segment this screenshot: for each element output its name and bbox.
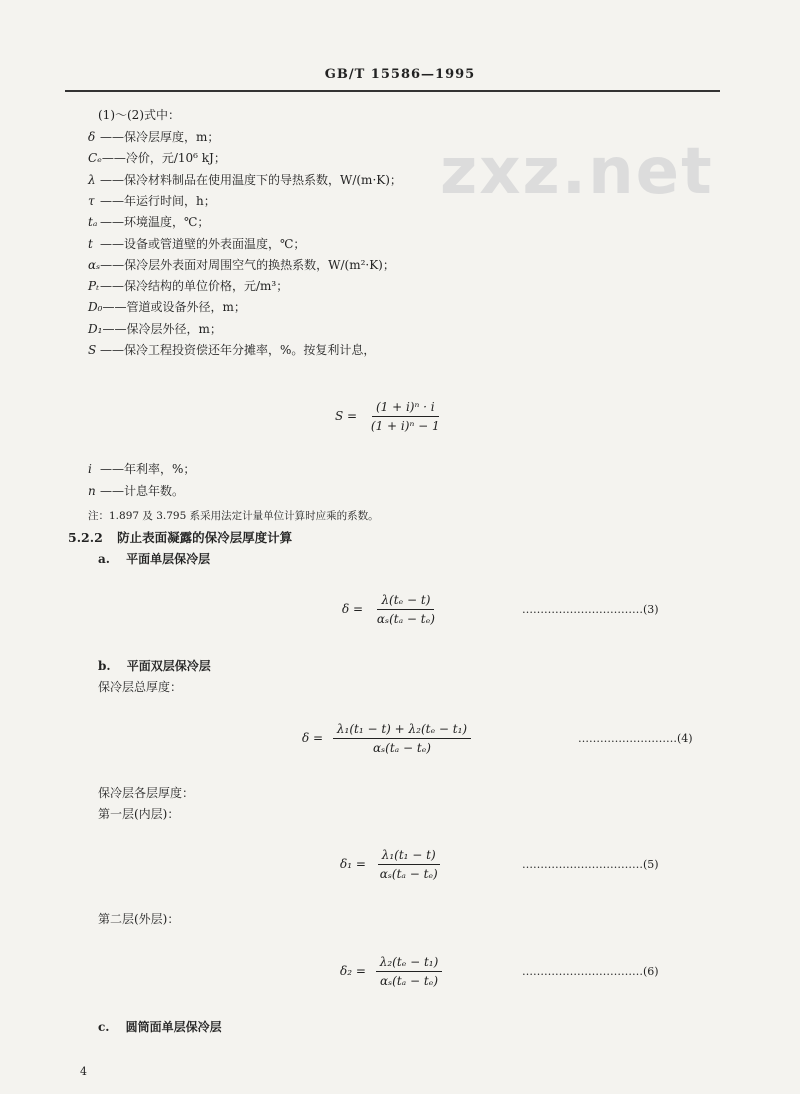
definition-row [88, 320, 222, 337]
definition-text: ——保冷层外径，m； [102, 321, 222, 336]
definition-row [88, 341, 375, 358]
definition-text: ——计息年数。 [100, 484, 185, 498]
formula-numerator: λ₁(t₁ − t) + λ₂(tₑ − t₁) [333, 722, 471, 739]
definition-row [88, 235, 305, 252]
section-title: 防止表面凝露的保冷层厚度计算 [117, 530, 293, 545]
equation-number-5: ……………………………(5) [522, 858, 659, 871]
formula-numerator: λ₁(t₁ − t) [378, 848, 440, 865]
item-c-label: c. [98, 1020, 110, 1034]
formula-numerator: λ(tₑ − t) [377, 593, 434, 610]
item-a-heading [98, 550, 210, 567]
item-b-title: 平面双层保冷层 [126, 659, 211, 673]
formula-intro: (1)～(2)式中： [98, 108, 180, 122]
definition-symbol: i [88, 462, 92, 476]
item-b-heading [98, 657, 211, 674]
item-a-title: 平面单层保冷层 [126, 552, 211, 566]
formula-4 [302, 722, 471, 755]
definition-text: ——保冷层外表面对周围空气的换热系数，W/(m²·K)； [100, 257, 395, 272]
formula-numerator: λ₂(tₑ − t₁) [376, 955, 443, 972]
definition-text: ——环境温度，℃； [100, 215, 210, 230]
equation-number-3: ……………………………(3) [522, 603, 659, 616]
definition-symbol: t [88, 236, 93, 251]
definition-symbol: tₐ [88, 215, 98, 230]
layer-1-label: 第一层(内层)： [98, 807, 180, 821]
definition-row [88, 256, 395, 273]
formula-numerator: (1 + i)ⁿ · i [372, 400, 439, 417]
amortization-formula [335, 400, 444, 433]
definition-text: ——年利率，%； [100, 462, 196, 476]
definition-text: ——管道或设备外径，m； [102, 300, 246, 315]
note: 注：1.897 及 3.795 系采用法定计量单位计算时应乘的系数。 [88, 510, 379, 522]
equation-number-4: ………………………(4) [578, 732, 693, 745]
page-number: 4 [80, 1065, 87, 1078]
definition-text: ——保冷层厚度，m； [100, 130, 220, 144]
definition-text: ——保冷结构的单位价格，元/m³； [100, 279, 289, 294]
header-rule [65, 90, 720, 92]
layer-2-label: 第二层(外层)： [98, 912, 180, 926]
definition-row [88, 277, 288, 294]
definition-symbol: αₛ [88, 257, 101, 272]
definition-text: ——设备或管道壁的外表面温度，℃； [100, 236, 306, 251]
definition-text: ——保冷材料制品在使用温度下的导热系数，W/(m·K)； [100, 172, 402, 187]
formula-denominator: αₛ(tₐ − tₑ) [376, 612, 435, 626]
formula-lhs: S = [335, 409, 358, 423]
formula-lhs: δ₁ = [340, 857, 366, 871]
definition-row [88, 213, 209, 230]
definition-symbol: τ [88, 193, 95, 208]
definition-row [88, 171, 402, 188]
definition-symbol: λ [88, 172, 96, 187]
formula-denominator: αₛ(tₐ − tₑ) [380, 974, 439, 988]
site-watermark: zxz.net [440, 135, 714, 209]
definition-symbol: D₁ [88, 321, 103, 336]
formula-lhs: δ₂ = [340, 964, 366, 978]
formula-3 [342, 593, 439, 626]
equation-number-6: ……………………………(6) [522, 965, 659, 978]
formula-denominator: αₛ(tₐ − tₑ) [379, 867, 438, 881]
section-heading [68, 528, 292, 546]
section-number: 5.2.2 [68, 530, 103, 545]
standard-code-header: GB/T 15586—1995 [324, 67, 476, 82]
definition-text: ——保冷工程投资偿还年分摊率，%。按复利计息， [100, 343, 376, 357]
definition-symbol: Pₜ [88, 279, 100, 294]
definition-symbol: n [88, 484, 96, 498]
item-a-label: a. [98, 552, 110, 566]
definition-row [88, 192, 216, 209]
formula-lhs: δ = [302, 731, 324, 745]
formula-6 [340, 955, 442, 988]
definition-text: ——冷价，元/10⁶ kJ； [101, 151, 226, 166]
definition-text: ——年运行时间，h； [100, 193, 216, 208]
formula-fraction [333, 722, 471, 755]
formula-denominator: αₛ(tₐ − tₑ) [373, 741, 431, 755]
item-c-heading [98, 1018, 222, 1035]
definition-row [88, 460, 195, 477]
formula-5 [340, 848, 442, 881]
definition-symbol: Cₑ [88, 151, 102, 166]
formula-lhs: δ = [342, 602, 364, 616]
definition-symbol: D₀ [88, 300, 103, 315]
item-c-title: 圆筒面单层保冷层 [125, 1020, 222, 1034]
definition-row [88, 482, 184, 499]
definition-symbol: δ [88, 130, 96, 144]
definition-row [88, 149, 226, 166]
formula-fraction [376, 848, 442, 881]
formula-denominator: (1 + i)ⁿ − 1 [370, 419, 440, 433]
item-b-label: b. [98, 659, 111, 673]
total-thickness-label: 保冷层总厚度： [98, 680, 183, 694]
formula-fraction [376, 955, 443, 988]
formula-fraction [373, 593, 439, 626]
layers-title: 保冷层各层厚度： [98, 786, 195, 800]
definition-row [88, 298, 246, 315]
definition-row [88, 128, 219, 145]
formula-fraction [367, 400, 444, 433]
definition-symbol: S [88, 343, 97, 357]
